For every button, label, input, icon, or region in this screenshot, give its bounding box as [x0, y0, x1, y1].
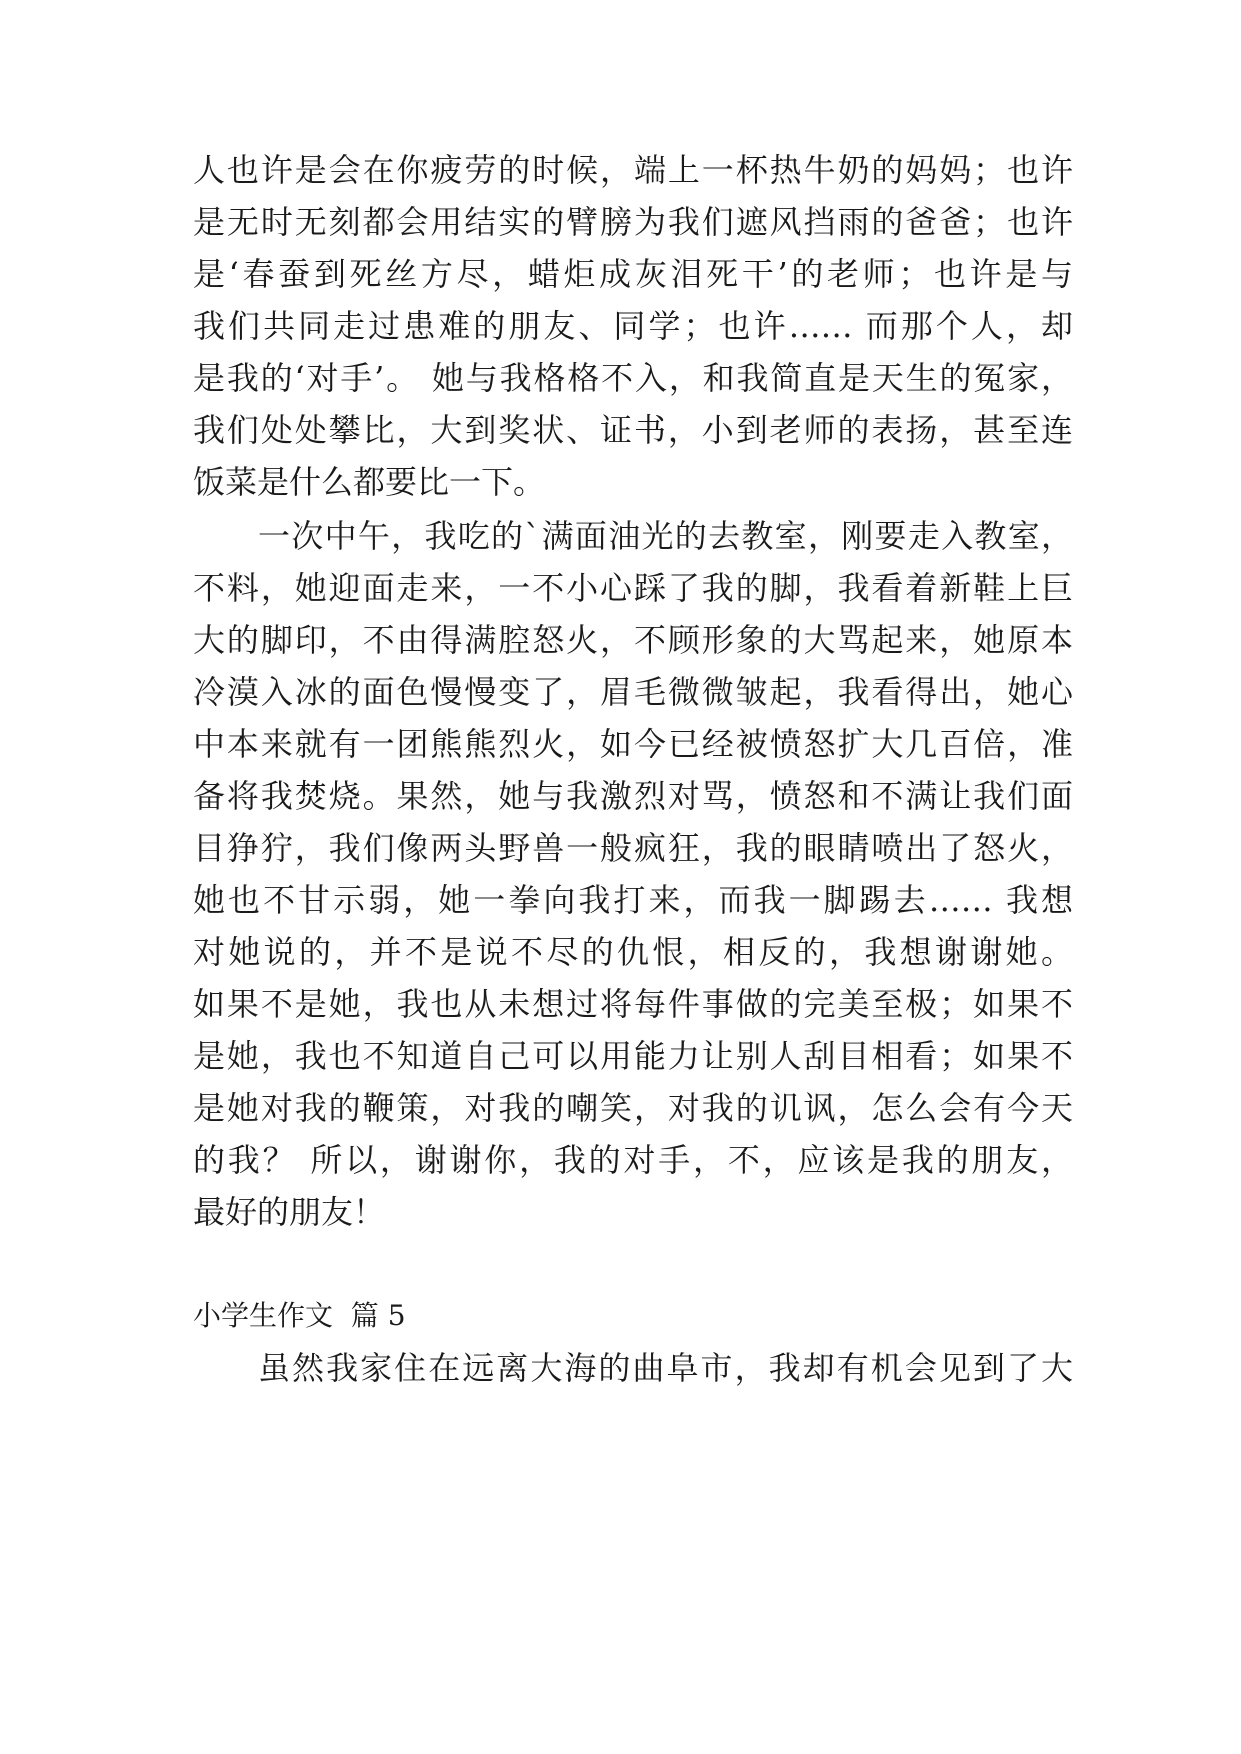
text-line: 最好的朋友！ — [193, 1193, 386, 1231]
text-line: 是她对我的鞭策，对我的嘲笑，对我的讥讽，怎么会有今天 — [193, 1089, 1073, 1127]
text-line: 饭菜是什么都要比一下。 — [193, 463, 546, 501]
text-line: 我们共同走过患难的朋友、同学；也许…… 而那个人，却 — [193, 307, 1073, 345]
section-heading: 小学生作文 篇 5 — [193, 1299, 406, 1332]
text-line: 人也许是会在你疲劳的时候，端上一杯热牛奶的妈妈；也许 — [193, 151, 1073, 189]
text-line: 是她，我也不知道自己可以用能力让别人刮目相看；如果不 — [193, 1037, 1073, 1075]
text-line: 她也不甘示弱，她一拳向我打来，而我一脚踢去…… 我想 — [193, 881, 1073, 919]
text-line: 中本来就有一团熊熊烈火，如今已经被愤怒扩大几百倍，准 — [193, 725, 1073, 763]
text-line: 目狰狞，我们像两头野兽一般疯狂，我的眼睛喷出了怒火， — [193, 829, 1073, 867]
text-line: 大的脚印，不由得满腔怒火，不顾形象的大骂起来，她原本 — [193, 621, 1073, 659]
text-line: 如果不是她，我也从未想过将每件事做的完美至极；如果不 — [193, 985, 1073, 1023]
text-line: 是无时无刻都会用结实的臂膀为我们遮风挡雨的爸爸；也许 — [193, 203, 1073, 241]
text-line: 备将我焚烧。果然，她与我激烈对骂，愤怒和不满让我们面 — [193, 777, 1073, 815]
text-line: 的我？ 所以，谢谢你，我的对手，不，应该是我的朋友， — [193, 1141, 1073, 1179]
text-line: 是‘春蚕到死丝方尽，蜡炬成灰泪死干’的老师；也许是与 — [193, 255, 1073, 293]
text-line: 虽然我家住在远离大海的曲阜市，我却有机会见到了大 — [258, 1349, 1073, 1387]
text-line: 是我的‘对手’。 她与我格格不入，和我简直是天生的冤家， — [193, 359, 1073, 397]
text-line: 不料，她迎面走来，一不小心踩了我的脚，我看着新鞋上巨 — [193, 569, 1073, 607]
text-line: 冷漠入冰的面色慢慢变了，眉毛微微皱起，我看得出，她心 — [193, 673, 1073, 711]
text-line: 一次中午，我吃的`满面油光的去教室，刚要走入教室， — [258, 517, 1073, 555]
text-line: 对她说的，并不是说不尽的仇恨，相反的，我想谢谢她。 — [193, 933, 1073, 971]
text-line: 我们处处攀比，大到奖状、证书，小到老师的表扬，甚至连 — [193, 411, 1073, 449]
